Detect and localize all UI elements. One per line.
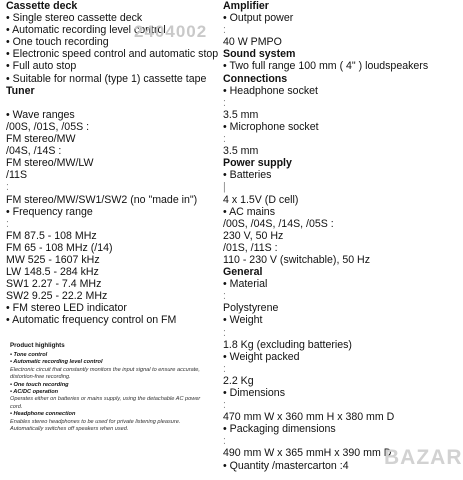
spec-line: • Headphone socket bbox=[223, 84, 318, 97]
section-heading: Cassette deck bbox=[6, 0, 78, 12]
spec-line: • Automatic recording level control bbox=[6, 24, 166, 37]
spec-line bbox=[6, 97, 220, 109]
spec-line: • Suitable for normal (type 1) cassette tape bbox=[6, 72, 207, 85]
spec-line: 470 mm W x 360 mm H x 380 mm D bbox=[223, 411, 395, 424]
spec-line: FM stereo/MW/LW bbox=[6, 157, 94, 170]
spec-line: • AC mains bbox=[223, 205, 275, 218]
spec-line: 4 x 1.5V (D cell) bbox=[223, 193, 299, 206]
spec-line: : bbox=[6, 217, 9, 230]
spec-line: /11S bbox=[6, 169, 28, 182]
section-heading: General bbox=[223, 266, 263, 279]
spec-line: • Microphone socket bbox=[223, 120, 319, 133]
spec-line: 230 V, 50 Hz bbox=[223, 229, 284, 242]
spec-line: : bbox=[223, 326, 226, 339]
left-spec-column bbox=[6, 0, 220, 327]
spec-line: /01S, /11S : bbox=[223, 241, 278, 254]
spec-line: 3.5 mm bbox=[223, 108, 259, 121]
spec-line: : bbox=[223, 290, 226, 303]
spec-line: FM stereo/MW bbox=[6, 133, 76, 146]
highlights-list bbox=[10, 352, 216, 433]
spec-line: • One touch recording bbox=[6, 36, 109, 49]
spec-line: : bbox=[223, 96, 226, 109]
spec-line: • Full auto stop bbox=[6, 60, 77, 73]
spec-line: • Output power bbox=[223, 12, 294, 25]
spec-line: 110 - 230 V (switchable), 50 Hz bbox=[223, 253, 371, 266]
spec-line: • FM stereo LED indicator bbox=[6, 302, 127, 315]
watermark-text: 2404002 bbox=[134, 22, 208, 41]
spec-line: : bbox=[6, 181, 9, 194]
spec-line: • Electronic speed control and automatic stop bbox=[6, 48, 219, 61]
spec-line: SW2 9.25 - 22.2 MHz bbox=[6, 290, 108, 303]
highlight-item: • AC/DC operation bbox=[10, 389, 59, 396]
right-spec-column bbox=[223, 0, 449, 472]
highlight-description: Operates either on batteries or mains supply, using the detachable AC power bbox=[10, 396, 201, 403]
highlight-description: Automatically switches off speakers when used. bbox=[10, 426, 129, 433]
spec-line: • Dimensions bbox=[223, 387, 285, 399]
section-heading: Power supply bbox=[223, 157, 292, 170]
bazar-logo: BAZAR bbox=[384, 446, 463, 469]
spec-line: SW1 2.27 - 7.4 MHz bbox=[6, 278, 102, 291]
spec-line: 40 W PMPO bbox=[223, 36, 282, 49]
spec-line: /04S, /14S : bbox=[6, 145, 62, 158]
spec-line: • Material bbox=[223, 278, 268, 291]
highlight-item: • Headphone connection bbox=[10, 411, 76, 418]
spec-line: /00S, /04S, /14S, /05S : bbox=[223, 217, 334, 230]
spec-line: FM 65 - 108 MHz (/14) bbox=[6, 241, 113, 254]
spec-line: • Two full range 100 mm ( 4" ) loudspeakers bbox=[223, 60, 429, 73]
highlight-description: Enables stereo headphones to be used for private listening pleasure. bbox=[10, 418, 181, 425]
highlight-description: cord. bbox=[10, 403, 23, 410]
spec-line: • Automatic frequency control on FM bbox=[6, 314, 177, 327]
spec-line: 490 mm W x 365 mmH x 390 mm D bbox=[223, 447, 392, 460]
spec-line: /00S, /01S, /05S : bbox=[6, 120, 90, 133]
section-heading: Connections bbox=[223, 72, 288, 85]
spec-line: : bbox=[223, 435, 226, 448]
highlights-title: Product highlights bbox=[10, 342, 65, 349]
spec-line: LW 148.5 - 284 kHz bbox=[6, 266, 99, 279]
spec-line: • Weight packed bbox=[223, 350, 300, 363]
section-heading: Sound system bbox=[223, 48, 296, 61]
spec-line: FM 87.5 - 108 MHz bbox=[6, 229, 97, 242]
spec-line: MW 525 - 1607 kHz bbox=[6, 253, 100, 266]
spec-line: • Wave ranges bbox=[6, 108, 75, 121]
spec-line: : bbox=[223, 362, 226, 375]
spec-line: 3.5 mm bbox=[223, 145, 259, 158]
spec-line: • Single stereo cassette deck bbox=[6, 12, 143, 25]
highlight-item: • One touch recording bbox=[10, 381, 69, 388]
spec-line: 1.8 Kg (excluding batteries) bbox=[223, 338, 352, 351]
spec-line: 2.2 Kg bbox=[223, 374, 254, 387]
spec-line: • Weight bbox=[223, 314, 263, 327]
spec-line: Polystyrene bbox=[223, 302, 279, 315]
section-heading: Tuner bbox=[6, 84, 35, 97]
spec-line: FM stereo/MW/SW1/SW2 (no "made in") bbox=[6, 193, 198, 206]
spec-line: • Frequency range bbox=[6, 205, 93, 218]
highlight-item: • Automatic recording level control bbox=[10, 359, 103, 366]
spec-line: • Batteries bbox=[223, 169, 272, 182]
product-highlights bbox=[10, 341, 216, 433]
spec-line: | bbox=[223, 181, 226, 194]
spec-line: : bbox=[223, 133, 226, 146]
highlight-item: • Tone control bbox=[10, 352, 48, 358]
highlight-description: Electronic circuit that constantly monitors the input signal to ensure accurate, bbox=[10, 366, 200, 373]
spec-line: : bbox=[223, 24, 226, 37]
spec-line: • Packaging dimensions bbox=[223, 423, 336, 436]
highlight-description: distortion-free recording. bbox=[10, 374, 71, 381]
spec-line: • Quantity /mastercarton :4 bbox=[223, 459, 349, 472]
spec-line: : bbox=[223, 399, 226, 412]
section-heading: Amplifier bbox=[223, 0, 269, 12]
